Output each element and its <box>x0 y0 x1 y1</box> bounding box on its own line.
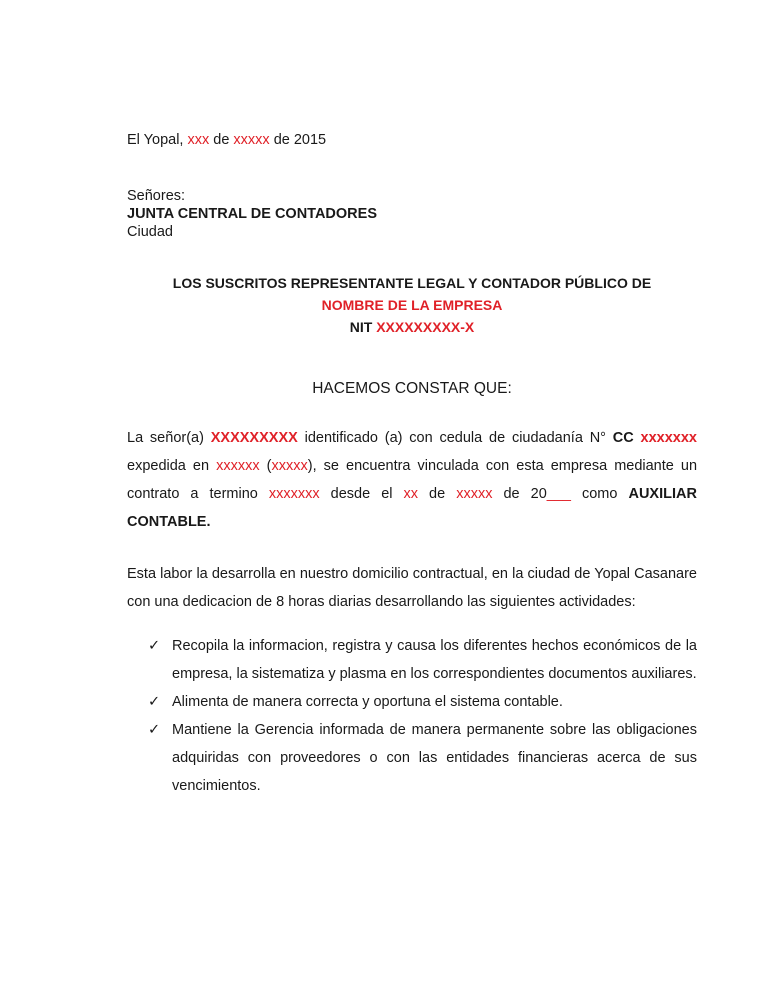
date-line <box>127 131 697 149</box>
recipient-salutation: Señores: <box>127 188 186 204</box>
list-item-text: Recopila la informacion, registra y causa los diferentes hechos económicos de la empresa, la sistematiza y plasma en los correspondientes documentos auxiliares. <box>172 638 697 682</box>
p1-text-9: como <box>570 486 629 502</box>
p1-text-8: de 20 <box>492 486 547 502</box>
list-item-text: Alimenta de manera correcta y oportuna el sistema contable. <box>172 694 563 710</box>
date-day-placeholder: xxx <box>187 132 210 148</box>
checkmark-icon: ✓ <box>148 722 161 738</box>
date-year: de 2015 <box>269 132 327 148</box>
recipient-block <box>127 187 697 241</box>
recipient-name: JUNTA CENTRAL DE CONTADORES <box>127 206 377 222</box>
expedition-code-placeholder: xxxxx <box>271 458 308 474</box>
expedition-place-placeholder: xxxxxx <box>216 458 260 474</box>
start-month-placeholder: xxxxx <box>456 486 493 502</box>
list-item <box>148 632 697 688</box>
year-blank-placeholder: ___ <box>546 486 571 502</box>
title-company-placeholder: NOMBRE DE LA EMPRESA <box>321 297 503 313</box>
p1-text-1: La señor(a) <box>127 430 211 446</box>
title-line1: LOS SUSCRITOS REPRESENTANTE LEGAL Y CONTADOR PÚBLICO DE <box>172 275 652 291</box>
p1-text-7: de <box>418 486 457 502</box>
date-separator-1: de <box>209 132 234 148</box>
statement-heading: HACEMOS CONSTAR QUE: <box>312 380 512 397</box>
paragraph-duties: Esta labor la desarrolla en nuestro domicilio contractual, en la ciudad de Yopal Casanare con una dedicacion de 8 horas diarias desarrollando las siguientes actividades: <box>127 566 697 610</box>
cc-number-placeholder: xxxxxxx <box>640 430 697 446</box>
job-position: AUXILIAR CONTABLE. <box>127 486 697 530</box>
title-nit-line <box>127 316 697 338</box>
list-item <box>148 688 697 716</box>
paragraph-employee <box>127 424 697 536</box>
checkmark-icon: ✓ <box>148 694 161 710</box>
date-month-placeholder: xxxxx <box>233 132 270 148</box>
p1-text-2: identificado (a) con cedula de ciudadanía N° <box>297 430 613 446</box>
nit-placeholder: XXXXXXXXX-X <box>376 319 475 335</box>
recipient-city: Ciudad <box>127 224 173 240</box>
list-item <box>148 716 697 800</box>
activities-list <box>127 632 697 800</box>
date-city: El Yopal, <box>127 132 188 148</box>
p1-text-5: ), se encuentra vinculada con esta empresa mediante un contrato a termino <box>127 458 698 502</box>
checkmark-icon: ✓ <box>148 638 161 654</box>
p1-text-4: ( <box>259 458 272 474</box>
employee-name-placeholder: XXXXXXXXX <box>210 430 298 446</box>
p1-text-6: desde el <box>319 486 404 502</box>
nit-label: NIT <box>349 319 377 335</box>
contract-term-placeholder: xxxxxxx <box>268 486 320 502</box>
p1-text-3: expedida en <box>127 458 217 474</box>
list-item-text: Mantiene la Gerencia informada de manera permanente sobre las obligaciones adquiridas con proveedores o con las entidades financieras acerca de sus vencimientos. <box>172 722 697 794</box>
title-block <box>127 272 697 338</box>
cc-label: CC <box>612 430 641 446</box>
start-day-placeholder: xx <box>403 486 419 502</box>
